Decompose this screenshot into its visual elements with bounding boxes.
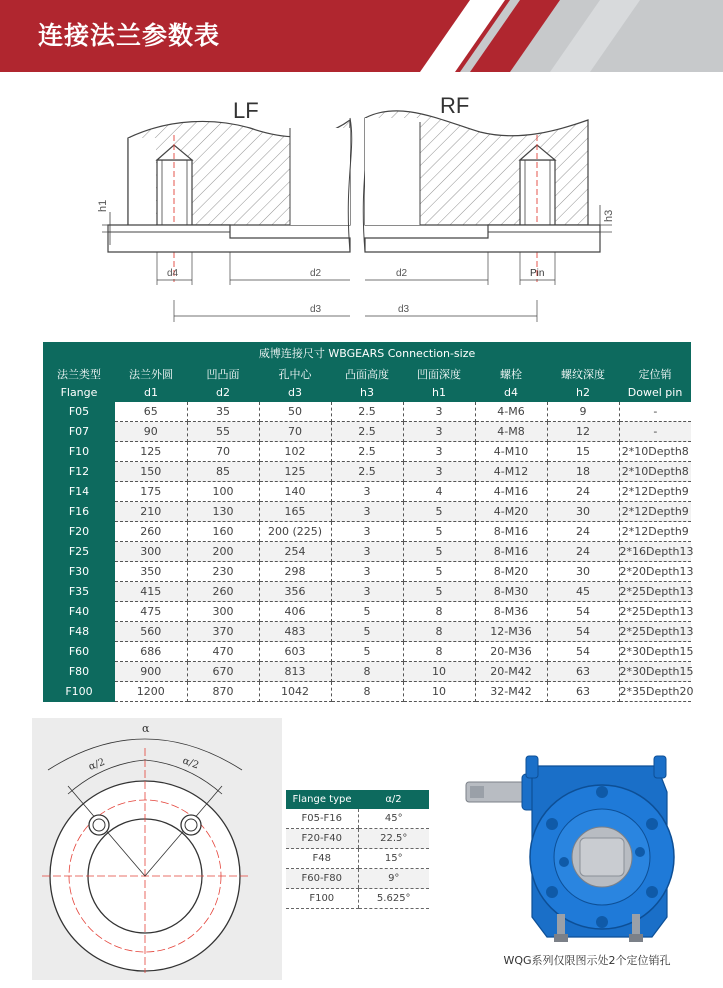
flange-type-cell: F40: [43, 602, 115, 622]
table-cell: 2*30Depth15: [619, 662, 691, 682]
column-header: Dowel pin: [619, 383, 691, 402]
column-header: 螺纹深度: [547, 364, 619, 383]
table-cell: 10: [403, 682, 475, 702]
table-cell: 4-M20: [475, 502, 547, 522]
table-cell: 2*30Depth15: [619, 642, 691, 662]
column-header: 法兰类型: [43, 364, 115, 383]
table-cell: 475: [115, 602, 187, 622]
table-cell: 4-M6: [475, 402, 547, 422]
table-cell: 1042: [259, 682, 331, 702]
column-header: 螺栓: [475, 364, 547, 383]
column-header: d4: [475, 383, 547, 402]
table-cell: F60-F80: [286, 869, 358, 889]
column-header: h3: [331, 383, 403, 402]
table-cell: 63: [547, 662, 619, 682]
table-row: [43, 442, 691, 462]
table-cell: 670: [187, 662, 259, 682]
table-cell: 415: [115, 582, 187, 602]
table-cell: 8-M36: [475, 602, 547, 622]
table-cell: 230: [187, 562, 259, 582]
table-cell: 125: [115, 442, 187, 462]
table-cell: 3: [331, 482, 403, 502]
table-row: [286, 809, 429, 829]
table-row: [43, 542, 691, 562]
angle-table-header-type: Flange type: [286, 790, 358, 809]
table-caption: 威博连接尺寸 WBGEARS Connection-size: [43, 342, 691, 364]
column-header: 定位销: [619, 364, 691, 383]
table-row: [286, 889, 429, 909]
table-cell: 5: [403, 522, 475, 542]
flange-type-cell: F10: [43, 442, 115, 462]
flange-type-cell: F05: [43, 402, 115, 422]
table-cell: 200 (225): [259, 522, 331, 542]
table-cell: 3: [331, 522, 403, 542]
table-cell: 50: [259, 402, 331, 422]
table-cell: 2*25Depth13: [619, 602, 691, 622]
pin-label: Pin: [530, 268, 545, 279]
column-header: d2: [187, 383, 259, 402]
table-cell: 8: [403, 642, 475, 662]
flange-section-drawing: [0, 78, 723, 340]
table-cell: 22.5°: [358, 829, 429, 849]
flange-type-cell: F20: [43, 522, 115, 542]
table-cell: 260: [115, 522, 187, 542]
d3-left-label: d3: [310, 304, 322, 315]
table-cell: 260: [187, 582, 259, 602]
table-cell: 35: [187, 402, 259, 422]
table-cell: 9°: [358, 869, 429, 889]
column-header: 法兰外圆: [115, 364, 187, 383]
table-cell: 3: [403, 422, 475, 442]
table-cell: 3: [403, 442, 475, 462]
table-cell: 30: [547, 502, 619, 522]
table-cell: 12: [547, 422, 619, 442]
table-cell: 90: [115, 422, 187, 442]
table-cell: 870: [187, 682, 259, 702]
d2-left-label: d2: [310, 268, 322, 279]
table-cell: 9: [547, 402, 619, 422]
table-cell: 55: [187, 422, 259, 442]
table-cell: 70: [187, 442, 259, 462]
table-cell: 102: [259, 442, 331, 462]
table-cell: 24: [547, 482, 619, 502]
table-cell: 2.5: [331, 462, 403, 482]
table-row: [43, 682, 691, 702]
table-cell: 70: [259, 422, 331, 442]
table-cell: 24: [547, 522, 619, 542]
table-cell: 2*25Depth13: [619, 622, 691, 642]
flange-type-cell: F60: [43, 642, 115, 662]
table-cell: 45°: [358, 809, 429, 829]
table-row: [286, 869, 429, 889]
page-title: 连接法兰参数表: [38, 21, 221, 50]
flange-type-cell: F80: [43, 662, 115, 682]
table-row: [43, 662, 691, 682]
column-header: 凹凸面: [187, 364, 259, 383]
gearbox-illustration: [462, 752, 702, 948]
gearbox-caption: WQG系列仅限图示处2个定位销孔: [503, 954, 671, 967]
table-cell: 2*16Depth13: [619, 542, 691, 562]
table-cell: 20-M42: [475, 662, 547, 682]
table-cell: 2*12Depth9: [619, 502, 691, 522]
table-cell: 20-M36: [475, 642, 547, 662]
flange-type-cell: F12: [43, 462, 115, 482]
column-header: d3: [259, 383, 331, 402]
table-cell: 300: [187, 602, 259, 622]
table-row: [286, 849, 429, 869]
table-cell: 2.5: [331, 442, 403, 462]
table-cell: 100: [187, 482, 259, 502]
table-cell: 18: [547, 462, 619, 482]
table-cell: 560: [115, 622, 187, 642]
table-cell: 2.5: [331, 402, 403, 422]
table-cell: 406: [259, 602, 331, 622]
table-cell: 8: [331, 682, 403, 702]
table-cell: 160: [187, 522, 259, 542]
table-cell: 15: [547, 442, 619, 462]
table-cell: 45: [547, 582, 619, 602]
table-cell: 298: [259, 562, 331, 582]
table-cell: 356: [259, 582, 331, 602]
table-cell: 54: [547, 622, 619, 642]
table-row: [43, 402, 691, 422]
angle-table-header-angle: α/2: [358, 790, 429, 809]
table-cell: 2*10Depth8: [619, 442, 691, 462]
table-cell: 8-M16: [475, 522, 547, 542]
table-cell: 8-M20: [475, 562, 547, 582]
flange-type-cell: F48: [43, 622, 115, 642]
flange-type-cell: F14: [43, 482, 115, 502]
flange-type-cell: F25: [43, 542, 115, 562]
table-cell: 8-M16: [475, 542, 547, 562]
table-row: [43, 422, 691, 442]
table-cell: 3: [403, 402, 475, 422]
table-cell: 900: [115, 662, 187, 682]
table-cell: 54: [547, 602, 619, 622]
half-alpha-right-label: α/2: [180, 755, 201, 772]
table-cell: F20-F40: [286, 829, 358, 849]
table-cell: 686: [115, 642, 187, 662]
table-cell: -: [619, 422, 691, 442]
table-cell: 2*35Depth20: [619, 682, 691, 702]
table-cell: 125: [259, 462, 331, 482]
column-header: h1: [403, 383, 475, 402]
table-cell: 300: [115, 542, 187, 562]
table-cell: 15°: [358, 849, 429, 869]
d4-label: d4: [167, 268, 179, 279]
column-header: Flange: [43, 383, 115, 402]
connection-size-table: [43, 342, 694, 702]
table-cell: 5: [403, 582, 475, 602]
table-cell: 8: [331, 662, 403, 682]
table-cell: 63: [547, 682, 619, 702]
table-cell: 350: [115, 562, 187, 582]
table-cell: 3: [331, 562, 403, 582]
table-cell: 813: [259, 662, 331, 682]
table-cell: 200: [187, 542, 259, 562]
table-cell: 54: [547, 642, 619, 662]
table-cell: 5: [403, 562, 475, 582]
table-cell: 2*25Depth13: [619, 582, 691, 602]
table-row: [43, 522, 691, 542]
table-cell: 254: [259, 542, 331, 562]
table-row: [43, 562, 691, 582]
table-cell: 32-M42: [475, 682, 547, 702]
table-cell: -: [619, 402, 691, 422]
table-cell: 24: [547, 542, 619, 562]
alpha-label: α: [142, 722, 150, 735]
table-cell: 2*12Depth9: [619, 482, 691, 502]
angle-table: [286, 790, 429, 909]
column-header: 凸面高度: [331, 364, 403, 383]
table-cell: 2*10Depth8: [619, 462, 691, 482]
table-cell: 165: [259, 502, 331, 522]
table-cell: 4-M8: [475, 422, 547, 442]
table-cell: 4-M12: [475, 462, 547, 482]
table-cell: 5: [331, 642, 403, 662]
rf-label: RF: [440, 93, 470, 118]
table-cell: 3: [331, 502, 403, 522]
table-cell: 3: [331, 582, 403, 602]
flange-type-cell: F16: [43, 502, 115, 522]
table-row: [43, 502, 691, 522]
table-cell: F48: [286, 849, 358, 869]
table-cell: 483: [259, 622, 331, 642]
table-cell: 210: [115, 502, 187, 522]
table-cell: 8: [403, 602, 475, 622]
table-cell: F100: [286, 889, 358, 909]
table-cell: 5: [331, 622, 403, 642]
table-cell: 2*12Depth9: [619, 522, 691, 542]
table-cell: 3: [403, 462, 475, 482]
half-alpha-left-label: α/2: [87, 756, 107, 773]
table-cell: 8-M30: [475, 582, 547, 602]
table-cell: 1200: [115, 682, 187, 702]
table-cell: 12-M36: [475, 622, 547, 642]
table-cell: 5: [403, 502, 475, 522]
table-cell: 140: [259, 482, 331, 502]
table-cell: 2*20Depth13: [619, 562, 691, 582]
table-cell: 4: [403, 482, 475, 502]
table-cell: 2.5: [331, 422, 403, 442]
table-row: [43, 482, 691, 502]
table-cell: 175: [115, 482, 187, 502]
table-cell: 5: [331, 602, 403, 622]
table-cell: 5: [403, 542, 475, 562]
table-cell: F05-F16: [286, 809, 358, 829]
table-row: [286, 829, 429, 849]
table-cell: 4-M16: [475, 482, 547, 502]
h1-label: h1: [97, 199, 109, 212]
column-header: 凹面深度: [403, 364, 475, 383]
table-cell: 30: [547, 562, 619, 582]
flange-type-cell: F35: [43, 582, 115, 602]
table-cell: 150: [115, 462, 187, 482]
flange-angle-drawing: [32, 718, 282, 980]
table-row: [43, 622, 691, 642]
flange-type-cell: F100: [43, 682, 115, 702]
table-cell: 5.625°: [358, 889, 429, 909]
d3-right-label: d3: [398, 304, 410, 315]
h3-label: h3: [603, 209, 615, 222]
table-cell: 3: [331, 542, 403, 562]
lf-label: LF: [233, 98, 259, 123]
table-cell: 85: [187, 462, 259, 482]
flange-type-cell: F30: [43, 562, 115, 582]
table-cell: 370: [187, 622, 259, 642]
table-cell: 4-M10: [475, 442, 547, 462]
table-cell: 10: [403, 662, 475, 682]
table-row: [43, 462, 691, 482]
column-header: h2: [547, 383, 619, 402]
column-header: 孔中心: [259, 364, 331, 383]
table-cell: 130: [187, 502, 259, 522]
table-row: [43, 582, 691, 602]
table-cell: 8: [403, 622, 475, 642]
table-cell: 470: [187, 642, 259, 662]
table-row: [43, 602, 691, 622]
column-header: d1: [115, 383, 187, 402]
table-row: [43, 642, 691, 662]
table-cell: 603: [259, 642, 331, 662]
flange-type-cell: F07: [43, 422, 115, 442]
table-cell: 65: [115, 402, 187, 422]
d2-right-label: d2: [396, 268, 408, 279]
